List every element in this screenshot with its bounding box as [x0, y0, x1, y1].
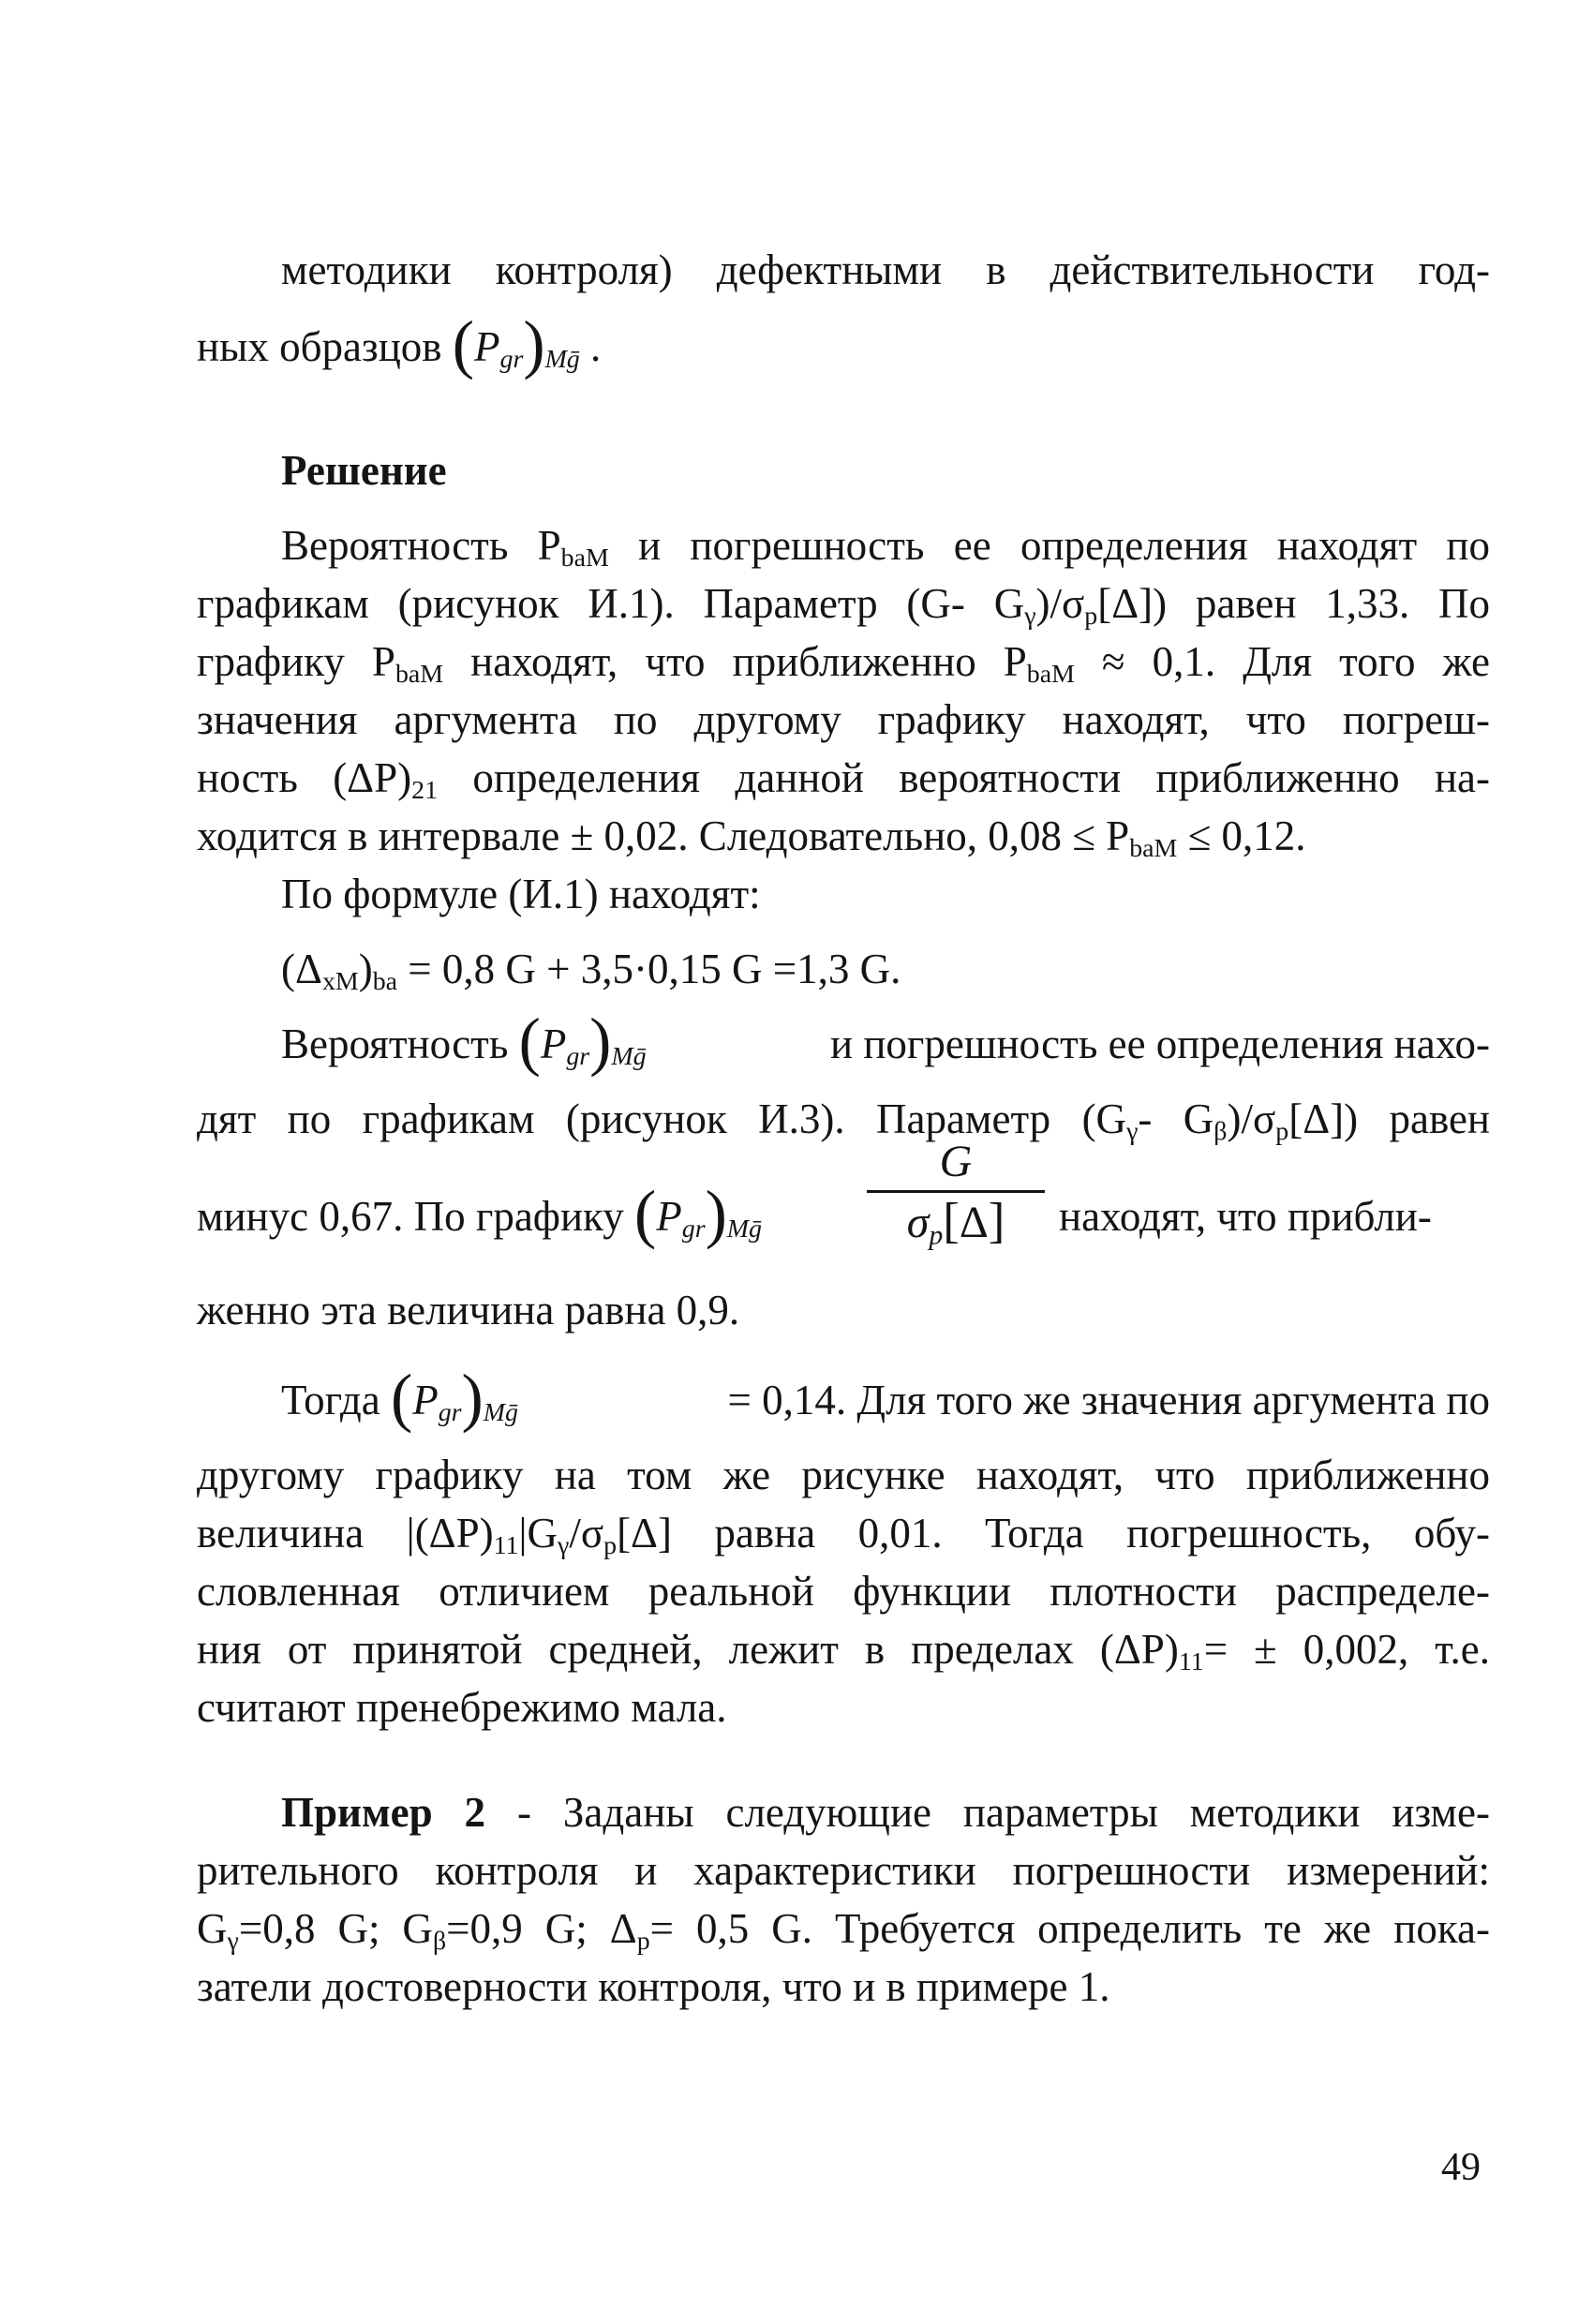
text-line: дят по графикам (рисунок И.3). Параметр ($G_\gamma-$ $G_\beta)/\sigma_p[\Delta]$) равен — [197, 1095, 1491, 1146]
section-heading: Решение — [281, 447, 447, 494]
text-line: ных образцов $(P_{gr})_{Mḡ}$ . — [197, 308, 602, 381]
text-line: значения аргумента по другому графику находят, что погреш- — [197, 696, 1490, 743]
text-line: методики контроля) дефектными в действительности год- — [281, 246, 1490, 293]
text-line: величина $|(\Delta P)_{11}|G_\gamma/\sigma_p[\Delta]$ равна 0,01. Тогда погрешность, обу- — [197, 1510, 1490, 1560]
text-line: другому графику на том же рисунке находят, что приближенно — [197, 1452, 1490, 1498]
text-line: ния от принятой средней, лежит в пределах $(\Delta P)_{11}= \pm 0,002$, т.е. — [197, 1626, 1490, 1676]
text-line: Вероятность $(P_{gr})_{Mḡ}$ и погрешность ее определения нахо- — [281, 1006, 1490, 1079]
text-line: считают пренебрежимо мала. — [197, 1684, 727, 1731]
text-line: затели достоверности контроля, что и в примере 1. — [197, 1963, 1110, 2010]
text-line: женно эта величина равна 0,9. — [197, 1287, 740, 1333]
fraction-g-over-sigma: G $\sigma_p[\Delta]$ — [867, 1136, 1045, 1261]
text-line: Вероятность $P_{baM}$ и погрешность ее определения находят по — [281, 522, 1490, 573]
text-line: $G_\gamma=0,8$ G; $G_\beta=0,9$ G; $\Delta_p= 0,5$ G. Требуется определить те же пока- — [197, 1905, 1490, 1956]
text-line: графикам (рисунок И.1). Параметр (G- $G_\gamma)/\sigma_p[\Delta]$) равен 1,33. По — [197, 580, 1490, 631]
text-line: Пример 2 - Заданы следующие параметры методики изме- — [281, 1789, 1490, 1836]
text-line: словленная отличием реальной функции плотности распределе- — [197, 1568, 1490, 1615]
formula-pgr-mg: $(P_{gr})_{Mḡ}$ — [634, 1178, 762, 1251]
text-line: ходится в интервале ± 0,02. Следовательно, $0,08 \le P_{baM} \le 0,12$. — [197, 812, 1306, 863]
text-line: минус 0,67. По графику $(P_{gr})_{Mḡ}$ — [197, 1178, 762, 1251]
formula-line: $(\Delta_{xM})_{ba} = 0,8$ G + 3,5·0,15 G =1,3 G. — [281, 946, 901, 996]
example-label: Пример 2 — [281, 1789, 486, 1836]
text-line: рительного контроля и характеристики погрешности измерений: — [197, 1847, 1490, 1894]
page-number: 49 — [1441, 2146, 1481, 2189]
text-line: графику $P_{baM}$ находят, что приближенно $P_{baM} \approx 0,1$. Для того же — [197, 638, 1490, 689]
text-line: ность $(\Delta P)_{21}$ определения данной вероятности приближенно на- — [197, 754, 1490, 805]
text-line: Тогда $(P_{gr})_{Mḡ}$ = 0,14. Для того же значения аргумента по — [281, 1362, 1490, 1435]
formula-pgr-mg: $(P_{gr})_{Mḡ}$ — [518, 1006, 647, 1079]
text-line: По формуле (И.1) находят: — [281, 871, 761, 917]
formula-pgr-mg: $(P_{gr})_{Mḡ}$ — [390, 1362, 518, 1435]
formula-pgr-mg: $(P_{gr})_{Mḡ}$ — [452, 308, 580, 381]
text-line: находят, что прибли- — [1059, 1193, 1432, 1240]
